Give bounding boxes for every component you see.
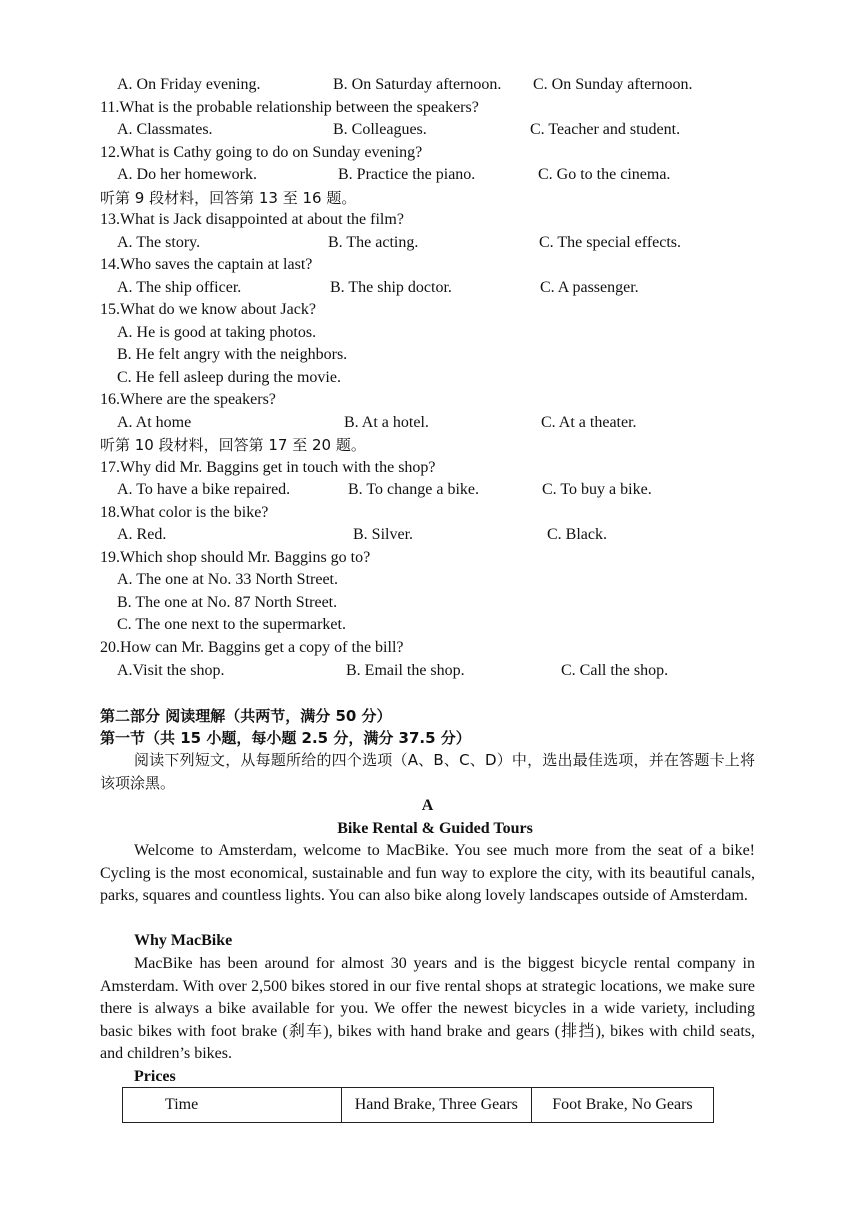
- q12-stem: 12.What is Cathy going to do on Sunday evening?: [100, 144, 423, 161]
- part2-instructions: 阅读下列短文，从每题所给的四个选项（A、B、C、D）中，选出最佳选项，并在答题卡上将该项涂黑。: [100, 751, 755, 792]
- q14-stem: 14.Who saves the captain at last?: [100, 256, 313, 273]
- q14-option-b: B. The ship doctor.: [330, 279, 452, 296]
- q12-option-b: B. Practice the piano.: [338, 166, 476, 183]
- q13-stem: 13.What is Jack disappointed at about the film?: [100, 211, 404, 228]
- table-header-time: Time: [123, 1088, 342, 1123]
- q18-option-a: A. Red.: [117, 526, 167, 543]
- q15-option-b: B. He felt angry with the neighbors.: [117, 346, 348, 363]
- q15-stem: 15.What do we know about Jack?: [100, 301, 316, 318]
- q20-option-b: B. Email the shop.: [346, 662, 465, 679]
- table-header-foot-brake: Foot Brake, No Gears: [531, 1088, 713, 1123]
- q16-option-c: C. At a theater.: [541, 414, 637, 431]
- q10-options: [117, 74, 754, 96]
- q10-option-a: A. On Friday evening.: [117, 76, 261, 93]
- q17-stem: 17.Why did Mr. Baggins get in touch with the shop?: [100, 459, 436, 476]
- passage-paragraph-2: MacBike has been around for almost 30 years and is the biggest bicycle rental company in Amsterdam. With over 2,500 bikes stored in our five rental shops at strategic locations, we make sure there is always a bike available for you. We offer the newest bicycles in a wide variety, including basic bikes with foot brake (刹车), bikes with hand brake and gears (排挡), bikes with child seats, and children’s bikes.: [100, 955, 755, 1063]
- prices-table-header-row: [123, 1088, 714, 1123]
- q19-stem: 19.Which shop should Mr. Baggins go to?: [100, 549, 371, 566]
- q19-option-a: A. The one at No. 33 North Street.: [117, 571, 338, 588]
- q17-option-a: A. To have a bike repaired.: [117, 481, 291, 498]
- q13-option-c: C. The special effects.: [539, 234, 682, 251]
- q16-options: [117, 412, 754, 434]
- passage-letter: A: [421, 797, 434, 814]
- q14-option-a: A. The ship officer.: [117, 279, 242, 296]
- section-10-instruction: 听第 10 段材料，回答第 17 至 20 题。: [100, 436, 366, 454]
- prices-heading: Prices: [134, 1068, 176, 1085]
- q11-stem: 11.What is the probable relationship between the speakers?: [100, 99, 479, 116]
- q20-option-c: C. Call the shop.: [561, 662, 669, 679]
- part2-title: 第二部分 阅读理解（共两节，满分 50 分）: [100, 707, 392, 725]
- q10-option-b: B. On Saturday afternoon.: [333, 76, 502, 93]
- q18-stem: 18.What color is the bike?: [100, 504, 269, 521]
- q20-options: [117, 660, 754, 682]
- q10-option-c: C. On Sunday afternoon.: [533, 76, 693, 93]
- q20-option-a: A.Visit the shop.: [117, 662, 225, 679]
- why-macbike-heading: Why MacBike: [134, 932, 233, 949]
- q13-option-b: B. The acting.: [328, 234, 419, 251]
- passage-title: Bike Rental & Guided Tours: [337, 820, 533, 837]
- q11-option-b: B. Colleagues.: [333, 121, 427, 138]
- q15-option-a: A. He is good at taking photos.: [117, 324, 317, 341]
- passage-paragraph-1: Welcome to Amsterdam, welcome to MacBike. You see much more from the seat of a bike! Cycling is the most economical, sustainable and fun way to explore the city, with its beautiful canals, parks, squares and countless lights. You can also bike along lovely landscapes outside of Amsterdam.: [100, 842, 755, 905]
- q18-options: [117, 524, 754, 546]
- q16-stem: 16.Where are the speakers?: [100, 391, 276, 408]
- q12-options: [117, 164, 754, 186]
- q18-option-c: C. Black.: [547, 526, 607, 543]
- q11-option-a: A. Classmates.: [117, 121, 213, 138]
- q19-option-c: C. The one next to the supermarket.: [117, 616, 346, 633]
- q17-option-c: C. To buy a bike.: [542, 481, 652, 498]
- q14-options: [117, 277, 754, 299]
- q19-option-b: B. The one at No. 87 North Street.: [117, 594, 338, 611]
- q13-option-a: A. The story.: [117, 234, 201, 251]
- section-9-instruction: 听第 9 段材料，回答第 13 至 16 题。: [100, 189, 357, 207]
- q20-stem: 20.How can Mr. Baggins get a copy of the bill?: [100, 639, 404, 656]
- q11-option-c: C. Teacher and student.: [530, 121, 681, 138]
- q15-option-c: C. He fell asleep during the movie.: [117, 369, 341, 386]
- table-header-hand-brake: Hand Brake, Three Gears: [341, 1088, 531, 1123]
- prices-table: [122, 1087, 714, 1123]
- q17-option-b: B. To change a bike.: [348, 481, 479, 498]
- q12-option-c: C. Go to the cinema.: [538, 166, 671, 183]
- q16-option-a: A. At home: [117, 414, 192, 431]
- q18-option-b: B. Silver.: [353, 526, 414, 543]
- q16-option-b: B. At a hotel.: [344, 414, 429, 431]
- q13-options: [117, 232, 754, 254]
- part2-section1-title: 第一节（共 15 小题，每小题 2.5 分，满分 37.5 分）: [100, 729, 471, 747]
- q14-option-c: C. A passenger.: [540, 279, 639, 296]
- q11-options: [117, 119, 754, 141]
- q12-option-a: A. Do her homework.: [117, 166, 257, 183]
- q17-options: [117, 479, 754, 501]
